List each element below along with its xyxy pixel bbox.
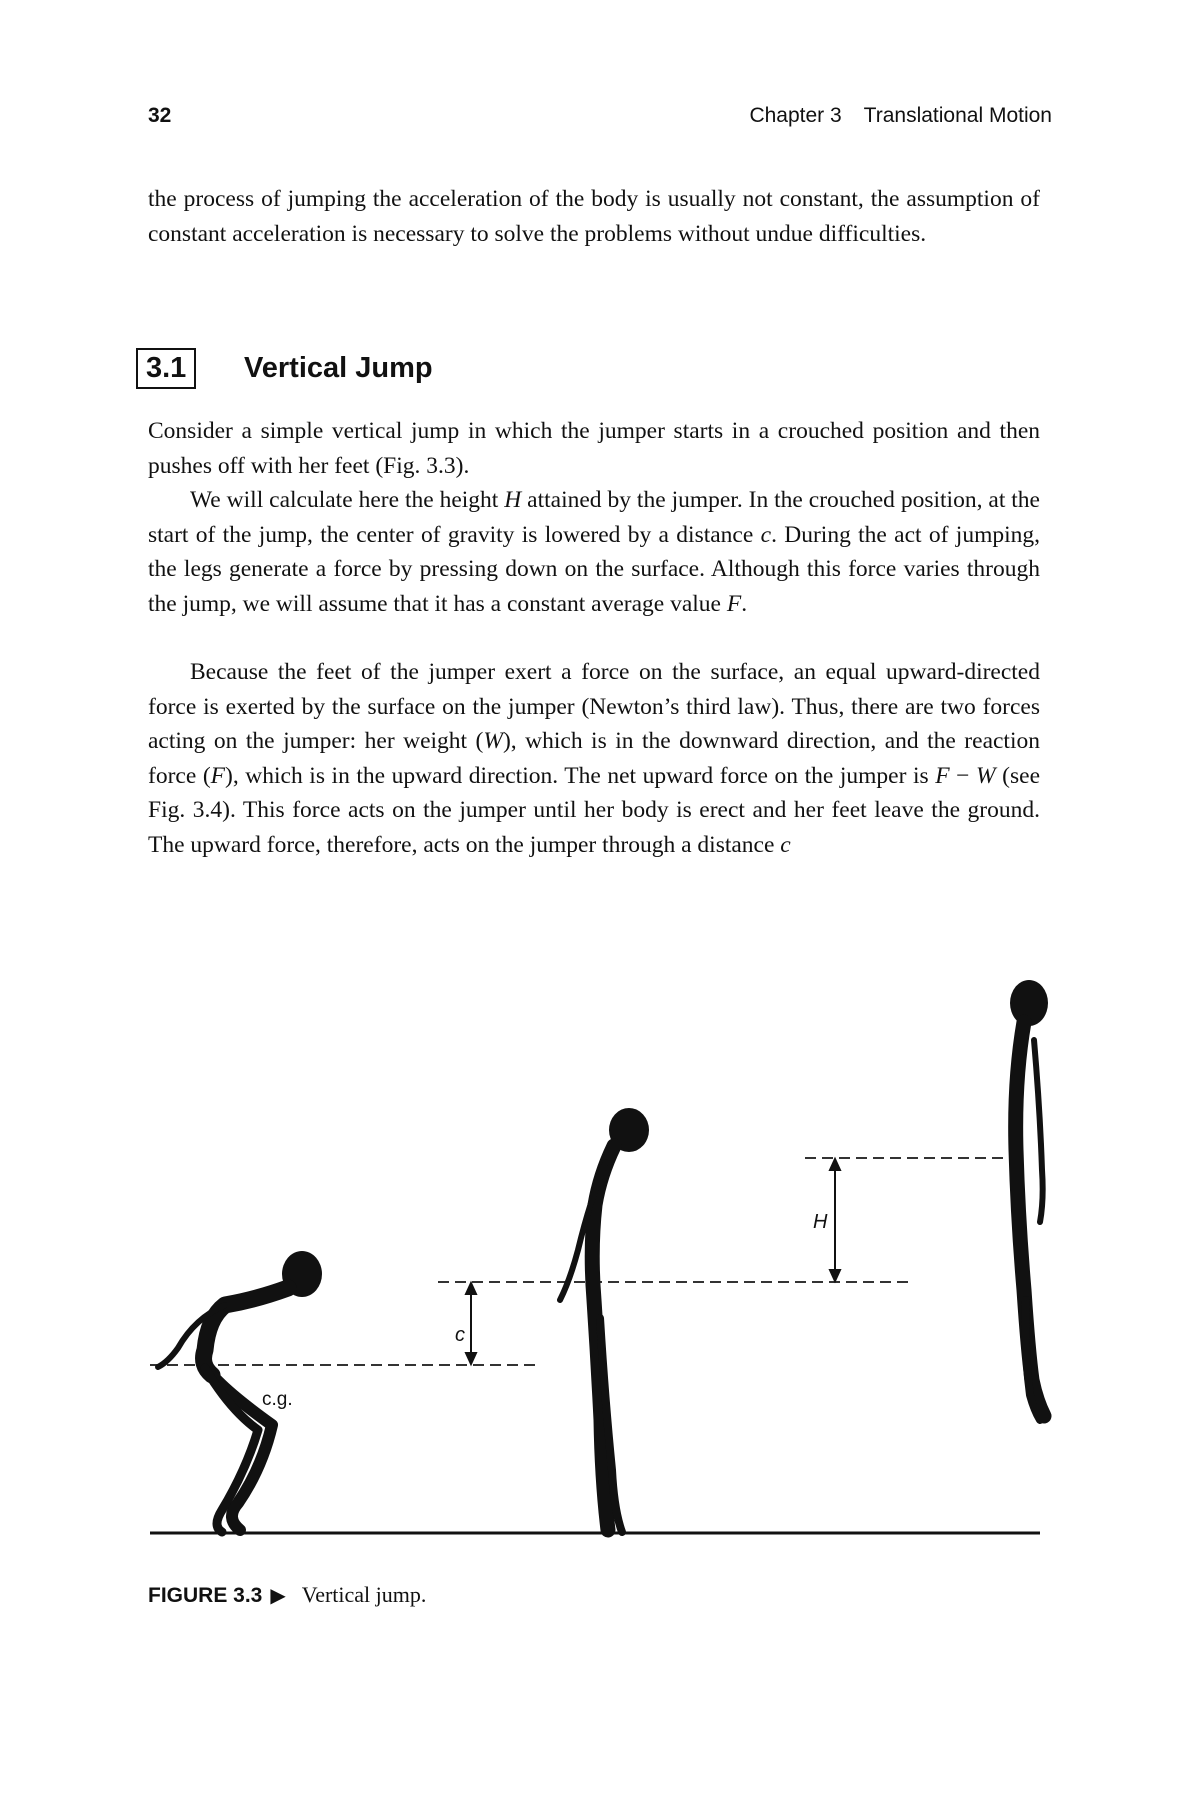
h-arrow-down — [830, 1270, 840, 1281]
continuation-paragraph: the process of jumping the acceleration of the body is usually not constant, the assumption of constant acceleration is necessary to solve the problems without undue difficulties. — [148, 186, 1040, 247]
p3-text-b: ), which is in the downward direction, and the reaction force ( — [148, 728, 1040, 789]
var-H: H — [504, 487, 522, 513]
var-F: F — [935, 762, 950, 789]
jump-illustration — [0, 960, 1200, 1550]
p3-text-e: (see Fig. 3.4). This force acts on the jumper until her body is erect and her feet leave the ground. The upward force, therefore, acts on the jumper through a distance — [148, 762, 1040, 858]
c-arrow-down — [466, 1353, 476, 1364]
chapter-number: Chapter 3 — [749, 104, 842, 127]
h-arrow-up — [830, 1159, 840, 1170]
c-arrow-up — [466, 1283, 476, 1294]
cg-label: c.g. — [262, 1389, 293, 1410]
p2-text-a: We will calculate here the height — [190, 487, 505, 513]
airborne-jumper-figure — [1010, 980, 1048, 1420]
var-F: F — [726, 590, 742, 617]
figure-vertical-jump — [0, 960, 1200, 1550]
paragraph-3 — [148, 655, 1040, 862]
section-title: Vertical Jump — [244, 352, 433, 384]
crouched-jumper-figure — [158, 1251, 322, 1532]
standing-jumper-figure — [560, 1108, 649, 1532]
p2-text-d: . — [741, 590, 748, 617]
p3-text-d: − — [949, 762, 977, 789]
section-number: 3.1 — [136, 348, 196, 389]
p2-text-b: attained by the jumper. In the crouched position, at the start of the jump, the center of gravity is lowered by a distance — [148, 487, 1040, 548]
var-c: c — [780, 831, 791, 858]
page-number: 32 — [148, 104, 172, 127]
caption-arrow-icon: ▶ — [270, 1585, 286, 1607]
running-head — [749, 104, 1052, 128]
caption-text: Vertical jump. — [301, 1582, 427, 1607]
h-label: H — [813, 1211, 828, 1233]
p3-text-a: Because the feet of the jumper exert a force on the surface, an equal upward-directed force is exerted by the surface on the jumper (Newton’s third law). Thus, there are two forces acting on the jumper: her weight ( — [148, 659, 1040, 754]
var-W: W — [483, 728, 503, 754]
var-F: F — [210, 762, 226, 789]
paragraph-1: Consider a simple vertical jump in which the jumper starts in a crouched position and then pushes off with her feet (Fig. 3.3). — [148, 418, 1040, 479]
paragraph-2 — [148, 483, 1040, 621]
page-header — [148, 104, 1052, 134]
chapter-title: Translational Motion — [863, 104, 1052, 127]
var-W: W — [976, 762, 996, 789]
figure-caption — [148, 1582, 426, 1608]
caption-label: FIGURE 3.3 — [148, 1584, 263, 1607]
var-c: c — [760, 521, 772, 548]
c-label: c — [455, 1324, 465, 1346]
p2-text-c: . During the act of jumping, the legs generate a force by pressing down on the surface. Although this force varies through the jump, we will assume that it has a constant average value — [148, 521, 1040, 617]
p3-text-c: ), which is in the upward direction. The net upward force on the jumper is — [225, 762, 936, 789]
